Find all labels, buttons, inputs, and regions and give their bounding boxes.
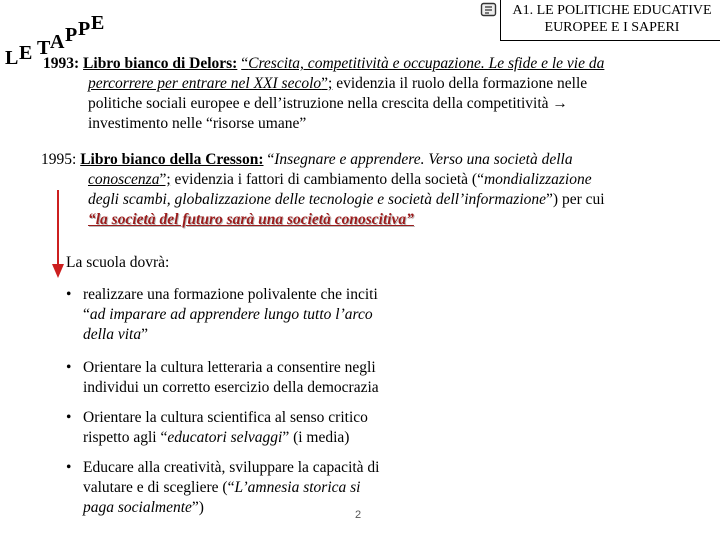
open-quote: “ (83, 306, 90, 323)
open-quote: “ (267, 151, 275, 168)
list-item-text: Educare alla creatività, sviluppare la capacità di (83, 459, 380, 476)
title-letter: E (19, 42, 33, 64)
list-item-italic: L’amnesia storica si (234, 479, 361, 496)
list-item-italic: della vita (83, 326, 142, 343)
text: evidenzia i fattori di cambiamento della società (“ (170, 171, 484, 188)
open-quote: “ (241, 55, 249, 72)
page-number: 2 (355, 509, 362, 521)
text: investimento nelle “risorse umane” (88, 115, 307, 132)
bullet-icon: • (66, 459, 72, 476)
list-item (66, 285, 446, 345)
list-item-text: individui un corretto esercizio della democrazia (83, 379, 379, 396)
delors-book-title-cont: percorrere per entrare nel XXI secolo (88, 75, 322, 92)
list-item-italic: paga socialmente (83, 499, 192, 516)
bullet-icon: • (66, 286, 72, 303)
text: politiche sociali europee e dell’istruzione nella crescita della competitività (88, 95, 553, 112)
delors-title: Libro bianco di Delors: (83, 55, 238, 72)
close-quote: ” (141, 326, 149, 343)
title-letter: P (65, 24, 78, 46)
list-item-text: Orientare la cultura scientifica al senso critico (83, 409, 368, 426)
list-item-text: ” (i media) (282, 429, 350, 446)
title-letter: E (91, 12, 105, 34)
year-1995: 1995 (41, 151, 72, 168)
close-quote: ”) (191, 499, 204, 516)
list-item (66, 358, 446, 398)
list-item-text: rispetto agli “ (83, 429, 168, 446)
highlight-quote: “la società del futuro sarà una società conoscitiva” (88, 211, 414, 228)
list-item (66, 458, 446, 518)
down-arrow-icon (50, 190, 66, 280)
close-quote: ”; (159, 171, 171, 188)
list-item-text: realizzare una formazione polivalente che inciti (83, 286, 378, 303)
title-letter: A (50, 31, 65, 53)
header-title-line-1: A1. LE POLITICHE EDUCATIVE (512, 3, 712, 18)
title-letter: L (5, 47, 19, 69)
list-item-italic: educatori selvaggi (167, 429, 283, 446)
list-item (66, 408, 446, 448)
title-letter: P (78, 18, 91, 40)
delors-book-title: Crescita, competitività e occupazione. Le sfide e le vie da (248, 55, 605, 72)
scuola-label: La scuola dovrà: (66, 254, 170, 271)
paragraph-1993 (43, 54, 713, 134)
text: ”) per cui (546, 191, 605, 208)
list-item-italic: ad imparare ad apprendere lungo tutto l’arco (89, 306, 373, 323)
close-quote: ”; (321, 75, 333, 92)
colon: : (72, 151, 77, 168)
text-italic: mondializzazione (483, 171, 592, 188)
list-item-text: valutare e di scegliere (“ (83, 479, 235, 496)
title-letter: T (37, 37, 51, 59)
year-1993: 1993: (43, 55, 80, 72)
list-item-text: Orientare la cultura letteraria a consentire negli (83, 359, 376, 376)
text: evidenzia il ruolo della formazione nelle (332, 75, 588, 92)
cresson-book-title: Insegnare e apprendere. Verso una società della (274, 151, 573, 168)
paragraph-1995 (41, 150, 716, 230)
sticky-note-icon[interactable] (480, 2, 498, 18)
text-italic: degli scambi, globalizzazione delle tecnologie e società dell’informazione (88, 191, 547, 208)
bullet-icon: • (66, 409, 72, 426)
cresson-book-title-cont: conoscenza (88, 171, 160, 188)
header-title-line-2: EUROPEE E I SAPERI (544, 20, 680, 35)
cresson-title: Libro bianco della Cresson: (80, 151, 264, 168)
right-arrow-icon: → (552, 95, 568, 112)
bullet-icon: • (66, 359, 72, 376)
